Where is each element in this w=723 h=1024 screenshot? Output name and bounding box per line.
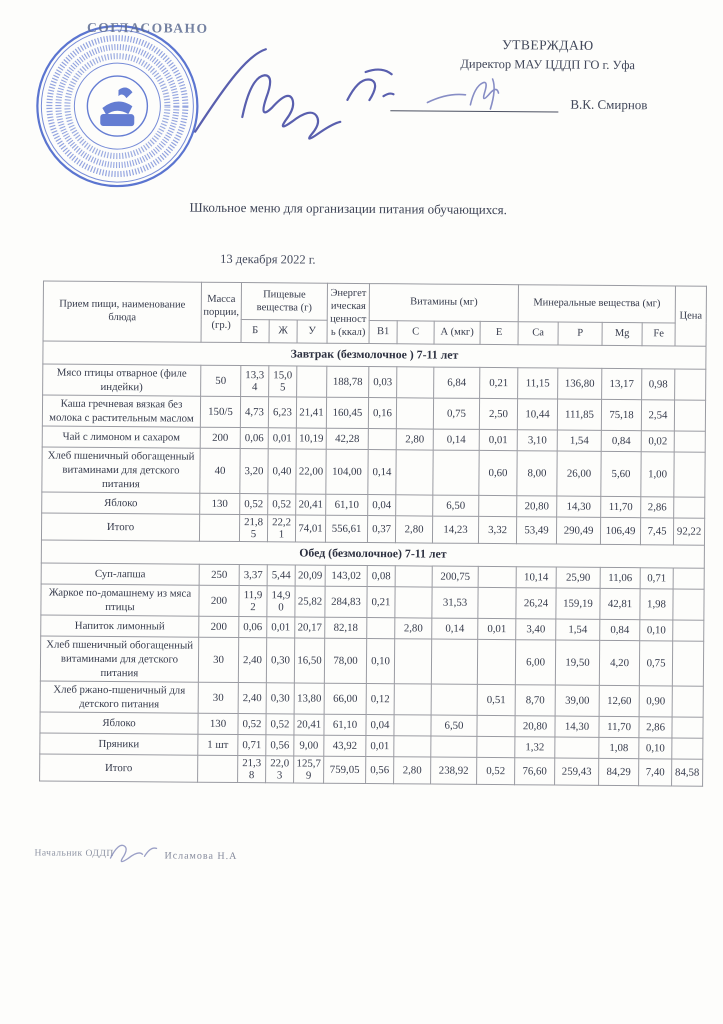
value-cell: 39,00 [555,685,599,716]
value-cell: 6,23 [268,396,296,427]
value-cell: 0,71 [238,734,266,755]
col-header-price: Цена [675,286,706,346]
value-cell [478,566,516,587]
value-cell: 3,32 [478,516,516,543]
value-cell: 0,06 [240,427,268,448]
value-cell: 2,80 [395,515,432,542]
value-cell: 143,02 [325,565,367,586]
value-cell: 20,41 [296,494,326,515]
value-cell: 200,75 [432,566,478,587]
value-cell: 0,84 [601,430,641,451]
value-cell [394,736,431,757]
dish-name-cell: Яблоко [42,492,200,514]
value-cell: 0,04 [368,494,396,515]
value-cell: 25,82 [295,586,325,617]
value-cell: 22,03 [266,756,294,783]
value-cell: 11,06 [600,567,640,588]
value-cell: 20,17 [295,617,325,638]
value-cell: 104,00 [326,449,368,494]
value-cell [394,715,431,736]
value-cell: 0,01 [479,429,517,450]
round-seal-stamp-icon [30,15,206,191]
value-cell: 14,90 [267,585,295,616]
dish-name-cell: Мясо птицы отварное (филе индейки) [43,363,201,395]
col-header-fe: Fe [642,323,675,346]
value-cell: 111,85 [557,399,601,430]
col-group-minerals: Минеральные вещества (мг) [518,285,675,323]
table-row [40,681,703,717]
value-cell: 250 [199,564,239,585]
value-cell: 159,19 [556,588,600,619]
document-title: Школьное меню для организации питания обучающихся. [189,199,507,218]
col-header-ca: Са [518,322,558,345]
col-header-p: Р [558,322,602,345]
value-cell: 8,70 [515,685,555,716]
value-cell: 11,70 [601,496,641,517]
value-cell: 0,21 [480,367,518,398]
col-header-b1: В1 [369,321,397,344]
value-cell: 0,51 [477,684,515,715]
value-cell: 11,92 [239,585,267,616]
value-cell [198,755,238,782]
value-cell: 15,05 [269,365,297,396]
menu-table [39,280,705,786]
value-cell: 2,80 [394,757,431,784]
value-cell [395,586,432,617]
value-cell: 66,00 [324,683,366,714]
value-cell: 0,08 [367,565,395,586]
value-cell: 0,10 [639,738,672,759]
value-cell: 160,45 [326,397,368,428]
menu-table-body [40,340,707,786]
value-cell: 284,83 [325,586,367,617]
value-cell [433,450,479,495]
value-cell [479,495,517,516]
value-cell: 13,80 [294,683,324,714]
value-cell: 188,78 [327,366,369,397]
value-cell [675,368,706,399]
value-cell: 20,80 [517,495,557,516]
dish-name-cell: Напиток лимонный [41,615,199,637]
value-cell: 10,44 [517,398,557,429]
value-cell: 10,14 [516,566,556,587]
value-cell [477,736,515,757]
value-cell: 290,49 [556,517,600,544]
value-cell: 0,56 [366,756,394,783]
value-cell [394,684,431,715]
value-cell: 0,06 [239,616,267,637]
value-cell: 92,22 [674,518,705,545]
dish-name-cell: Хлеб ржано-пшеничный для детского питания [40,681,198,713]
table-row [43,363,706,399]
value-cell: 6,50 [431,715,477,736]
value-cell: 1,54 [557,430,601,451]
value-cell: 4,20 [599,640,639,685]
table-row [42,447,705,497]
value-cell: 0,98 [642,368,675,399]
value-cell: 0,14 [433,429,479,450]
approve-block [403,36,693,73]
value-cell: 7,40 [639,759,672,786]
value-cell [674,452,705,497]
table-row [40,636,703,686]
value-cell: 11,70 [599,716,639,737]
value-cell: 1 шт [198,734,238,755]
value-cell: 21,41 [296,397,326,428]
value-cell [674,400,705,431]
table-row [41,584,704,620]
value-cell: 0,04 [366,714,394,735]
value-cell: 0,71 [640,567,673,588]
col-header-energy: Энергетическая ценность (ккал) [327,283,369,343]
value-cell [431,639,477,684]
value-cell: 2,86 [639,717,672,738]
col-header-c: С [397,321,434,344]
value-cell: 16,50 [294,638,324,683]
value-cell: 30 [198,637,238,682]
document-date: 13 декабря 2022 г. [220,251,316,267]
value-cell: 130 [198,713,238,734]
value-cell: 10,19 [296,428,326,449]
value-cell: 2,50 [479,398,517,429]
value-cell: 42,28 [326,428,368,449]
value-cell: 20,09 [295,565,325,586]
value-cell: 238,92 [431,757,477,784]
col-group-nutrients: Пищевые вещества (г) [241,283,327,321]
value-cell [673,589,704,620]
value-cell: 2,40 [238,637,266,682]
value-cell: 74,01 [295,515,325,542]
value-cell: 0,60 [479,450,517,495]
value-cell [297,365,327,396]
col-header-a: А (мкг) [434,321,480,344]
value-cell: 1,00 [641,451,674,496]
value-cell: 0,37 [367,515,395,542]
value-cell: 0,21 [367,586,395,617]
value-cell: 259,43 [555,758,599,785]
col-header-meal: Прием пищи, наименование блюда [43,281,201,342]
value-cell: 13,17 [602,368,642,399]
dish-name-cell: Каша гречневая вязкая без молока с растительным маслом [42,395,200,427]
value-cell [672,686,703,717]
value-cell: 200 [199,585,239,616]
value-cell: 0,52 [240,493,268,514]
value-cell: 2,86 [641,496,674,517]
value-cell: 130 [200,493,240,514]
value-cell [394,639,431,684]
value-cell: 556,61 [325,515,367,542]
value-cell: 40 [200,448,240,493]
footer-name: Исламова Н.А [164,850,238,863]
dish-name-cell: Итого [41,513,199,541]
value-cell [555,737,599,758]
col-header-fat: Ж [269,320,297,343]
table-row [40,754,703,786]
value-cell: 22,00 [296,449,326,494]
table-row [42,395,705,431]
footer-position-label: Начальник ОДДП [34,848,114,860]
value-cell: 20,80 [515,716,555,737]
value-cell [672,641,703,686]
value-cell: 42,81 [600,588,640,619]
value-cell: 2,54 [641,399,674,430]
value-cell: 0,90 [639,686,672,717]
value-cell: 0,84 [600,619,640,640]
value-cell: 61,10 [324,714,366,735]
value-cell [674,431,705,452]
col-header-e: Е [480,321,518,344]
value-cell [672,717,703,738]
dish-name-cell: Чай с лимоном и сахаром [42,426,200,448]
dish-name-cell: Жаркое по-домашнему из мяса птицы [41,584,199,616]
dish-name-cell: Пряники [40,733,198,755]
value-cell: 0,02 [641,430,674,451]
value-cell: 0,01 [267,617,295,638]
value-cell: 30 [198,682,238,713]
value-cell [673,568,704,589]
value-cell: 61,10 [326,494,368,515]
value-cell [431,684,477,715]
value-cell [672,738,703,759]
value-cell: 14,23 [432,516,478,543]
value-cell: 20,41 [294,714,324,735]
dish-name-cell: Итого [40,754,198,782]
value-cell: 150/5 [200,396,240,427]
value-cell [674,497,705,518]
value-cell: 43,92 [324,735,366,756]
value-cell: 50 [201,365,241,396]
value-cell: 7,45 [640,517,673,544]
value-cell: 1,54 [556,619,600,640]
value-cell: 1,08 [599,737,639,758]
value-cell: 1,98 [640,588,673,619]
value-cell: 0,52 [266,714,294,735]
value-cell: 2,40 [238,682,266,713]
col-header-mass: Масса порции, (гр.) [201,282,241,342]
value-cell: 3,10 [517,429,557,450]
approve-label: УТВЕРЖДАЮ [502,37,594,53]
col-header-carbs: У [297,320,327,343]
approve-subtitle: Директор МАУ ЦДДП ГО г. Уфа [460,56,636,73]
value-cell: 19,50 [555,640,599,685]
value-cell: 3,40 [516,619,556,640]
director-name: В.К. Смирнов [570,96,648,113]
value-cell: 0,03 [369,366,397,397]
value-cell: 78,00 [324,638,366,683]
value-cell: 76,60 [515,758,555,785]
value-cell: 82,18 [325,617,367,638]
value-cell: 0,30 [266,638,294,683]
value-cell: 0,75 [639,640,672,685]
col-group-vitamins: Витамины (мг) [369,284,518,322]
value-cell: 0,10 [366,638,394,683]
value-cell: 0,75 [433,398,479,429]
dish-name-cell: Хлеб пшеничный обогащенный витаминами для детского питания [40,636,198,682]
value-cell: 11,15 [518,367,558,398]
value-cell: 8,00 [517,450,557,495]
value-cell: 75,18 [601,399,641,430]
value-cell: 6,50 [433,495,479,516]
value-cell: 26,24 [516,587,556,618]
value-cell: 0,01 [366,735,394,756]
signature-rule [390,84,558,112]
value-cell: 3,20 [240,448,268,493]
value-cell: 0,16 [368,397,396,428]
value-cell [368,428,396,449]
value-cell: 0,12 [366,683,394,714]
value-cell [199,514,239,541]
value-cell: 0,40 [268,448,296,493]
value-cell [367,617,395,638]
value-cell [477,639,515,684]
value-cell: 21,85 [239,514,267,541]
col-header-protein: Б [241,320,269,343]
value-cell: 4,73 [240,396,268,427]
value-cell [396,494,433,515]
value-cell: 0,56 [266,735,294,756]
value-cell: 0,30 [266,683,294,714]
signature-footer [106,838,161,866]
value-cell: 0,52 [477,757,515,784]
dish-name-cell: Хлеб пшеничный обогащенный витаминами для детского питания [42,447,200,493]
signature-line [390,84,690,113]
value-cell: 0,14 [432,618,478,639]
value-cell: 0,52 [238,713,266,734]
value-cell: 136,80 [558,368,602,399]
value-cell: 25,90 [556,567,600,588]
value-cell: 14,30 [557,496,601,517]
value-cell: 0,01 [268,427,296,448]
section-title: Завтрак (безмолочное ) 7-11 лет [43,340,706,368]
value-cell: 5,44 [267,564,295,585]
value-cell: 84,29 [599,758,639,785]
col-header-mg: Mg [602,322,642,345]
value-cell: 0,01 [478,618,516,639]
value-cell: 6,84 [434,367,480,398]
value-cell: 26,00 [557,451,601,496]
value-cell: 759,05 [324,756,366,783]
value-cell: 200 [199,616,239,637]
value-cell: 2,80 [396,428,433,449]
value-cell: 0,52 [268,493,296,514]
value-cell [395,565,432,586]
value-cell: 6,00 [515,639,555,684]
signature-left [187,37,413,144]
value-cell: 14,30 [555,716,599,737]
value-cell: 22,21 [267,514,295,541]
value-cell [397,366,434,397]
value-cell: 5,60 [601,451,641,496]
value-cell: 0,10 [640,619,673,640]
value-cell: 13,34 [241,365,269,396]
value-cell: 84,58 [672,759,703,786]
value-cell: 2,80 [395,618,432,639]
section-title: Обед (безмолочное) 7-11 лет [41,540,704,568]
value-cell: 53,49 [516,516,556,543]
value-cell: 21,38 [238,755,266,782]
value-cell: 125,79 [294,756,324,783]
value-cell: 106,49 [600,517,640,544]
agreed-label: СОГЛАСОВАНО [86,19,209,36]
dish-name-cell: Суп-лапша [41,563,199,585]
value-cell [396,397,433,428]
value-cell [478,587,516,618]
value-cell: 1,32 [515,737,555,758]
value-cell: 0,14 [368,449,396,494]
value-cell [431,736,477,757]
value-cell: 3,37 [239,564,267,585]
value-cell: 200 [200,427,240,448]
value-cell [673,620,704,641]
dish-name-cell: Яблоко [40,712,198,734]
value-cell [477,715,515,736]
value-cell: 31,53 [432,587,478,618]
value-cell: 9,00 [294,735,324,756]
value-cell: 12,60 [599,685,639,716]
value-cell [396,449,433,494]
